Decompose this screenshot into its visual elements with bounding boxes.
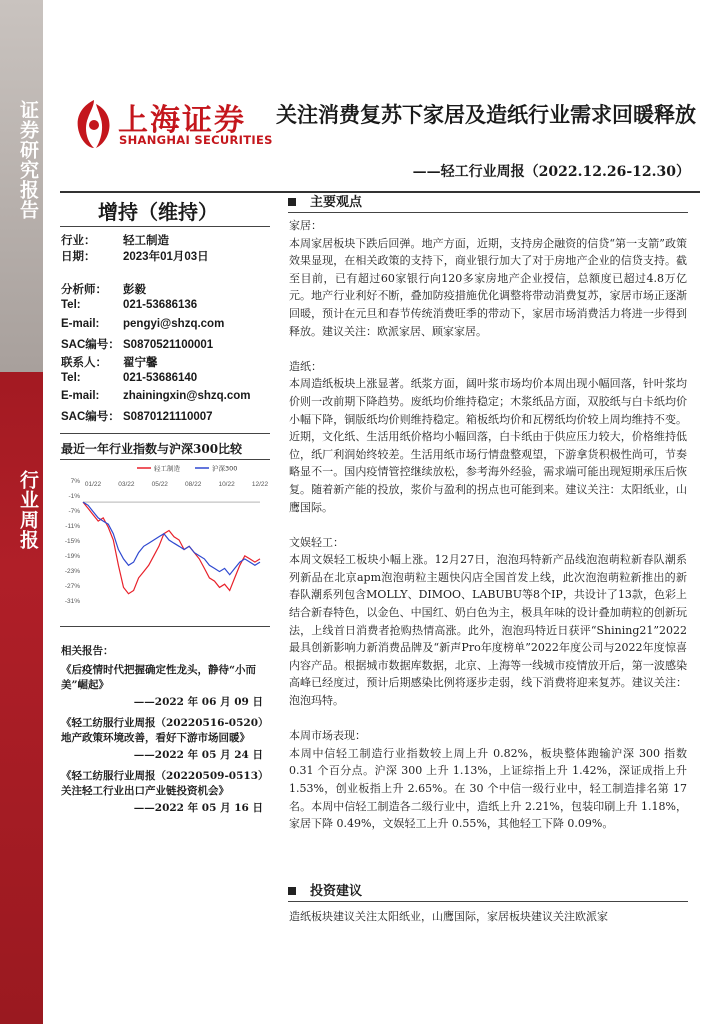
analyst-value: 彭毅 <box>123 284 146 296</box>
paragraph: 本周造纸板块上涨显著。纸浆方面，阔叶浆市场均价本周出现小幅回落，针叶浆均价则一改前期下降趋势。废纸均价维持稳定；木浆纸品方面，双胶纸与白卡纸均价小幅下降，铜版纸均价则维持稳定。箱板纸均价和瓦楞纸均价较上周均维持不变。近期，文化纸、生活用纸价格均小幅回落，白卡纸由于供应压力较大，价格维持低位，纸厂利润始终较差。生活用纸市场行情盘整观望，下游拿货积极性尚可，节奏略显不一。国内疫情管控继续放松，参考海外经验，需求端可能出现短期承压后恢复。随着新产能的投放，浆价与盈利的拐点也可能到来。建议关注：太阳纸业，山鹰国际。 <box>289 377 687 514</box>
analyst-row <box>61 408 213 424</box>
report-subtitle: ——轻工行业周报（2022.12.26-12.30） <box>412 164 690 180</box>
analyst-row <box>61 354 158 370</box>
analyst-key: E-mail: <box>61 390 100 402</box>
analyst-value: 021-53686136 <box>123 299 198 311</box>
sidebar <box>0 0 43 1024</box>
paragraph: 本周中信轻工制造行业指数较上周上升 0.82%，板块整体跑输沪深 300 指数 0.31 个百分点。沪深 300 上升 1.13%，上证综指上升 1.42%，深证成指上升 1.53%，创业板指上升 2.65%。在 30 个中信一级行业中，轻工制造排名第 17 名。本周中信轻工制造各二级行业中，造纸上升 2.21%，包装印刷上升 1.18%，家居下降 0.49%，文娱轻工上升 0.55%，其他轻工下降 0.09%。 <box>289 746 687 831</box>
analyst-value: S0870521100001 <box>123 339 214 351</box>
paragraph: 家居： <box>289 219 322 232</box>
analyst-value: S0870121110007 <box>123 411 213 423</box>
company-logo <box>74 95 273 157</box>
x-tick-label: 12/22 <box>251 481 269 488</box>
analyst-value: zhainingxin@shzq.com <box>123 390 251 402</box>
related-report-date: ——2022 年 06 月 09 日 <box>133 696 263 708</box>
analyst-row <box>61 336 213 352</box>
info-value: 2023年01月03日 <box>123 251 209 263</box>
info-row-date <box>61 248 209 264</box>
rating: 增持（维持） <box>98 200 218 224</box>
legend-label: 沪深300 <box>212 464 238 473</box>
x-tick-label: 10/22 <box>218 481 235 488</box>
analyst-row <box>61 299 197 311</box>
logo-mark-icon <box>74 98 114 150</box>
y-tick-label: 7% <box>70 478 80 485</box>
logo-en-text: SHANGHAI SECURITIES <box>119 133 273 147</box>
chart-bottom-divider <box>60 626 270 627</box>
analyst-key: 分析师： <box>61 284 107 296</box>
index-comparison-chart <box>55 460 270 610</box>
x-tick-label: 03/22 <box>118 481 135 488</box>
chart-title: 最近一年行业指数与沪深300比较 <box>61 442 243 456</box>
main-body <box>289 217 687 833</box>
x-tick-label: 08/22 <box>185 481 202 488</box>
analyst-value: 021-53686140 <box>123 372 198 384</box>
y-tick-label: -31% <box>64 598 80 605</box>
paragraph: 本周市场表现： <box>289 729 366 743</box>
analyst-value: 翟宁馨 <box>123 357 158 369</box>
invest-text: 造纸板块建议关注太阳纸业，山鹰国际，家居板块建议关注欧派家 <box>289 910 608 923</box>
analyst-row <box>61 372 197 384</box>
related-report-title[interactable]: 《轻工纺服行业周报（20220509-0513）关注轻工行业出口产业链投资机会》 <box>61 770 269 797</box>
paragraph: 本周家居板块下跌后回弹。地产方面，近期，支持房企融资的信贷“第一支箭”政策效果显现，在相关政策的支持下，商业银行加大了对于房地产企业的信贷支持。截至目前，已有超过60家银行向120多家房地产企业授信，总额度已超过4.8万亿元。地产行业利好不断，叠加防疫措施优化调整将带动消费复苏，家居市场正逐渐回暖，预计在元旦和春节传统消费旺季的带动下，家居市场消费活力将进一步得到释放。建议关注：欧派家居、顾家家居。 <box>289 236 687 338</box>
y-tick-label: -11% <box>65 523 80 530</box>
paragraph: 本周文娱轻工板块小幅上涨。12月27日，泡泡玛特新产品线泡泡萌粒新春队潮系列新品在北京apm泡泡萌粒主题快闪店全国首发上线，此次泡泡萌粒新推出的新春队潮系列包含MOLLY、DIMOO、LABUBU等8个IP，共设计了13款，色彩上结合新春特色，以金色、中国红、奶白色为主，极具年味的设计叠加萌粒的创新玩法，上线首日消费者抢购热情高涨。此外，泡泡玛特近日获评“Shining21”2022最具创新影响力新消费品牌及“新声Pro年度榜单”2022年度公司与2022年度惊喜内容产品。根据城市数据库数据，北京、上海等一线城市疫情放开后，第一波感染高峰已经度过，预计后期感染比例将逐步走弱，线下消费将迎来复苏。建议关注：泡泡玛特。 <box>289 553 687 708</box>
rating-divider <box>60 226 270 227</box>
related-report-title[interactable]: 《轻工纺服行业周报（20220516-0520）地产政策环境改善，看好下游市场回暖》 <box>61 717 269 744</box>
analyst-row <box>61 318 224 330</box>
y-tick-label: -15% <box>64 538 80 545</box>
sidebar-bottom-text: 行业周报 <box>17 470 39 550</box>
sidebar-top-text: 证券研究报告 <box>17 100 39 220</box>
y-tick-label: -27% <box>64 583 80 590</box>
section-bullet-icon <box>288 887 296 895</box>
related-report-date: ——2022 年 05 月 24 日 <box>133 749 263 761</box>
y-tick-label: -19% <box>64 553 80 560</box>
section-bullet-icon <box>288 198 296 206</box>
related-reports-header: 相关报告： <box>61 645 114 657</box>
info-value: 轻工制造 <box>123 235 169 247</box>
related-report-title[interactable]: 《后疫情时代把握确定性龙头，静待“小而美”崛起》 <box>61 664 257 691</box>
analyst-row <box>61 281 146 297</box>
section-title: 投资建议 <box>310 884 363 899</box>
info-row-industry <box>61 232 169 248</box>
info-key: 日期： <box>61 251 96 263</box>
section-investment-advice <box>288 880 362 899</box>
section-divider <box>288 212 688 213</box>
info-key: 行业： <box>61 235 96 247</box>
paragraph: 造纸： <box>289 359 322 373</box>
section-main-points <box>288 191 362 210</box>
header-divider <box>60 191 700 193</box>
series-line-2 <box>83 502 260 575</box>
section-title: 主要观点 <box>310 195 363 210</box>
analyst-key: Tel: <box>61 299 81 311</box>
analyst-key: 联系人： <box>61 357 107 369</box>
analyst-key: SAC编号： <box>61 339 120 351</box>
analyst-key: E-mail: <box>61 318 100 330</box>
chart-top-divider <box>60 433 270 434</box>
chart-svg <box>55 460 270 610</box>
report-title: 关注消费复苏下家居及造纸行业需求回暖释放 <box>276 102 696 127</box>
paragraph: 文娱轻工： <box>289 535 344 549</box>
x-tick-label: 01/22 <box>84 481 102 488</box>
legend-label: 轻工制造 <box>154 464 180 473</box>
y-tick-label: -1% <box>68 493 80 500</box>
analyst-value: pengyi@shzq.com <box>123 318 225 330</box>
series-line-1 <box>83 502 260 594</box>
analyst-key: Tel: <box>61 372 81 384</box>
analyst-row <box>61 390 251 402</box>
logo-cn-text: 上海证券 <box>118 103 246 138</box>
analyst-key: SAC编号： <box>61 411 120 423</box>
section-divider <box>288 901 688 902</box>
related-reports <box>61 644 271 822</box>
y-tick-label: -23% <box>64 568 80 575</box>
x-tick-label: 05/22 <box>151 481 168 488</box>
related-report-date: ——2022 年 05 月 16 日 <box>133 802 263 814</box>
y-tick-label: -7% <box>68 508 80 515</box>
